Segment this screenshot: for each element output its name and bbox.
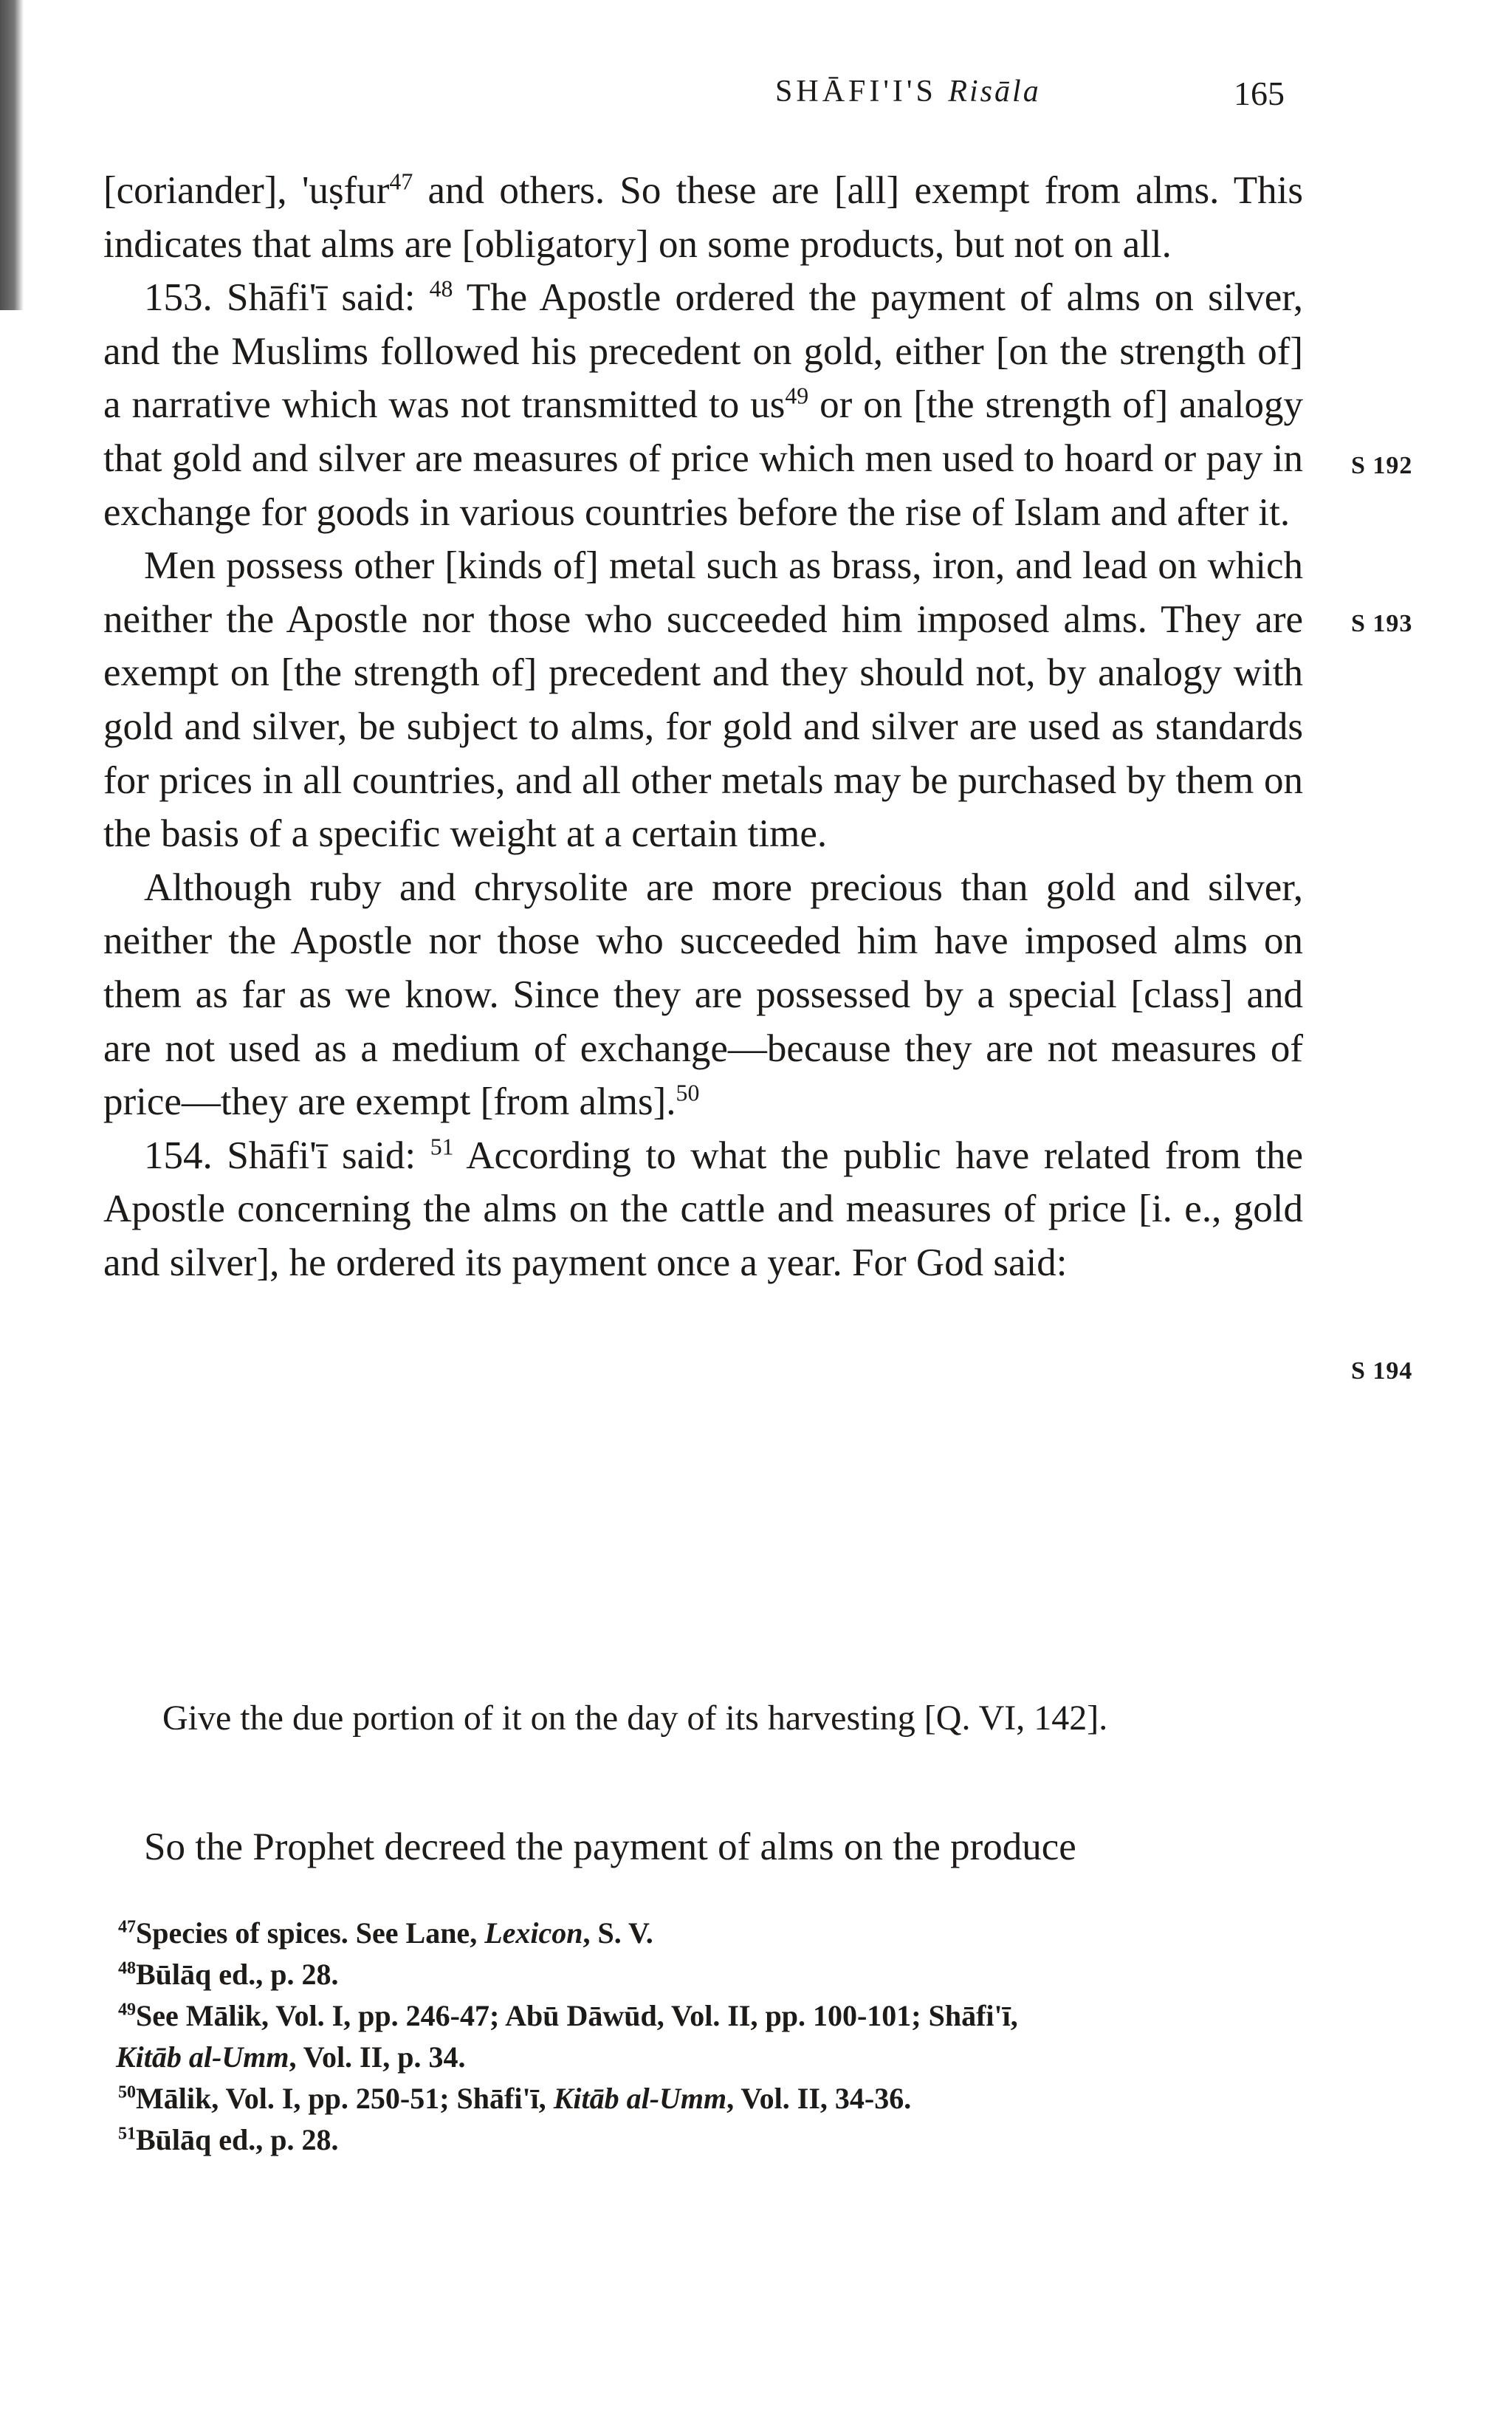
running-head-author: SHĀFI'I'S	[775, 75, 937, 109]
page-header	[775, 74, 1292, 133]
block-quote: Give the due portion of it on the day of its harvesting [Q. VI, 142].	[162, 1698, 1108, 1738]
page-number: 165	[1234, 75, 1285, 112]
paragraph-gems: Although ruby and chrysolite are more precious than gold and silver, neither the Apostle nor those who succeeded him have imposed alms on them as far as we know. Since they are possessed by a special [class] and are not used as a medium of exchange—because they are not measures of price—they are exempt [from alms].$^{50}$	[103, 865, 1303, 1124]
footnote-47: $^{47}$Species of spices. See Lane, Lexicon, S. V.	[118, 1916, 653, 1950]
footnote-49: $^{49}$See Mālik, Vol. I, pp. 246-47; Abū Dāwūd, Vol. II, pp. 100-101; Shāfi'ī, Kitāb al-Umm, Vol. II, p. 34.	[116, 1999, 1018, 2074]
paragraph-154: 154. Shāfi'ī said: $^{51}$ According to what the public have related from the Apostle concerning the alms on the cattle and measures of price [i. e., gold and silver], he ordered its payment once a year. For God said:	[103, 1134, 1303, 1284]
margin-reference: S 193	[1351, 610, 1413, 637]
footnote-51: $^{51}$Būlāq ed., p. 28.	[118, 2123, 339, 2156]
footnote-48: $^{48}$Būlāq ed., p. 28.	[118, 1958, 339, 1991]
footnote-mark-50: 50	[676, 1080, 700, 1106]
running-head-title: Risāla	[948, 75, 1041, 109]
footnote-mark-47: 47	[389, 168, 413, 195]
paragraph-153: 153. Shāfi'ī said: $^{48}$ The Apostle ordered the payment of alms on silver, and the Muslims followed his precedent on gold, either [on the strength of] a narrative which was not transmitted to $us^{49}$ or on [the strength of] analogy that gold and silver are measures of price which men used to hoard or pay in exchange for goods in various countries before the rise of Islam and after it.	[103, 275, 1303, 534]
footnote-50: $^{50}$Mālik, Vol. I, pp. 250-51; Shāfi'ī, Kitāb al-Umm, Vol. II, 34-36.	[118, 2082, 912, 2115]
paragraph-1: [coriander], 'uṣfur$^{47}$ and others. So these are [all] exempt from alms. This indicates that alms are [obligatory] on some products, but not on all.	[103, 168, 1303, 266]
margin-reference: S 194	[1351, 1357, 1413, 1385]
footnote-mark-51: 51	[430, 1134, 454, 1160]
scan-edge-shadow	[0, 0, 24, 310]
footnote-mark-49: 49	[785, 383, 809, 409]
main-text	[103, 164, 1303, 1289]
running-head	[775, 74, 1041, 109]
margin-reference: S 192	[1351, 452, 1413, 479]
paragraph-after-quote: So the Prophet decreed the payment of alms on the produce	[144, 1826, 1076, 1868]
paragraph-metals: Men possess other [kinds of] metal such as brass, iron, and lead on which neither the Apostle nor those who succeeded him imposed alms. They are exempt on [the strength of] precedent and they should not, by analogy with gold and silver, be subject to alms, for gold and silver are used as standards for prices in all countries, and all other metals may be purchased by them on the basis of a specific weight at a certain time.	[103, 544, 1303, 856]
footnotes	[118, 1913, 1314, 2161]
footnote-mark-48: 48	[429, 275, 453, 302]
